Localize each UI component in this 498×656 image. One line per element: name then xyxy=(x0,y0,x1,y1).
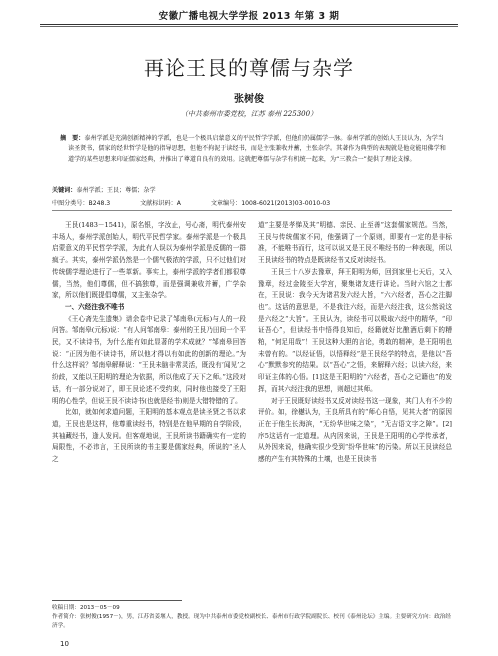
keywords-text: 泰州学派；王艮；尊儒；杂学 xyxy=(76,187,156,194)
keywords xyxy=(52,185,442,194)
section-heading: 一、六经注我不唯书 xyxy=(65,302,125,311)
header-rule xyxy=(40,24,458,25)
article-number: 文章编号：1008-6021(2013)03-0010-03 xyxy=(210,200,331,207)
page-number: 10 xyxy=(60,640,69,648)
body-paragraph: 道”主要是孝悌及其“明德、亲民、止至善”这套儒家规范。当然，王艮与传统儒家不同，他强调了一个原则，即要有一定的是非标准，不能唯书而行，这可以说又是王艮不唯经书的一种表现，所以王艮读经书的特点是既读经书又反对读经书。 xyxy=(258,221,452,265)
footnote xyxy=(52,604,452,631)
abstract xyxy=(60,134,446,165)
article-metadata xyxy=(52,198,452,207)
body-paragraph: 比如，就如何求道问题，王阳明的基本观点是读圣贤之书以求道，王艮也是这样，他尊重读经书，特别是在他早期的自学阶段，其袖藏经书，逢人发问。但客观地说，王艮所读书籍确实有一定的局限性，不必讳言，王艮所读的书主要是儒家经典，所说的“圣人之 xyxy=(52,408,246,464)
received-date: 收稿日期：2013－05－09 xyxy=(52,605,120,611)
right-column xyxy=(258,220,452,466)
left-column xyxy=(52,220,246,466)
clc-number: 中图分类号：B248.3 xyxy=(52,200,111,207)
keywords-label: 关键词： xyxy=(52,187,77,194)
abstract-text: 泰州学派是充满创新精神的学派，也是一个极具启蒙意义的平民哲学学派，但他们仍属儒学一脉。泰州学派的创始人王艮认为，为学当读圣贤书，儒家的经世哲学是他的指导思想，但他不拘泥于读经书，而是主张兼收并蓄，主张杂学。其著作为典型的表现就是他竟能用佛学和道学的某些思想来印证儒家经典，并推出了尊道自良有的效用。这就把尊儒与杂学有机统一起来，为“三教合一”提供了理论支撑。 xyxy=(68,135,446,163)
article-title: 再论王艮的尊儒与杂学 xyxy=(144,56,354,80)
author-affiliation: （中共泰州市委党校，江苏 泰州 225300） xyxy=(180,110,318,118)
author-name: 张树俊 xyxy=(234,94,264,105)
author-bio: 作者简介：张树俊(1957－)，男，江苏省姜堰人，教授。现为中共泰州市委党校副校长、泰州市行政学院副院长、校刊《泰州论坛》主编。主要研究方向：政治经济学。 xyxy=(52,614,451,629)
body-paragraph: 《王心斋先生遗集》谱余卷中记录了邹南皋(元标)与人的一段问答。邹南皋(元标)说：“有人问邹南皋：泰州的王艮乃田间一个平民，又不读诗书，为什么能有如此显著的学术成就？”邹南皋回答说：“正因为他不读诗书，所以他才得以有如此的创新的理论。”为什么这样说？邹南皋解释说：“王艮未脑非常灵活，既没有‘闻见’之纷歧，又能以王阳明的理论为依据，所以他成了天下之师。”这段对话，有一部分说对了，即王艮论述不受约束，同时他也接受了王阳明的心性学，但说王艮不读诗书(也就是经书)则是大错特错的了。 xyxy=(52,314,246,405)
body-rule xyxy=(52,210,452,211)
body-paragraph: 对于王艮既好读经书又反对读经书这一现象，其门人有不少的评价。如，徐樾认为，王良所具有的“师心自悟，见其大者”的原因正在于他生长海滨，“无纷华世味之染”，“无吉语文字之障”。[2]序5这话有一定道理。从内因来说，王艮是王阳明的心学传承者，从外因来说，他确实很少受到“纷华世味”的污染。所以王艮读经总感的产生有其特殊的土壤，也是王艮读书 xyxy=(258,396,452,464)
body-paragraph: 王艮(1483－1541)，原名银，字汝止，号心斋，明代泰州安丰场人，泰州学派创始人，明代平民哲学家。泰州学派是一个极具启蒙意义的平民哲学学派，为此有人误以为泰州学派是反儒的一群疯子。其实，泰州学派仍然是一个儒气极浓的学派，只不过他们对传统儒学理论进行了一些革新。事实上，泰州学派的学者们都很尊儒，当然，他们尊儒，但不搞独尊，而是强调兼收并蓄，广学杂家，所以他们既提倡尊儒，又主张杂学。 xyxy=(52,221,246,300)
footnote-rule xyxy=(52,600,182,601)
abstract-label: 摘 要： xyxy=(60,135,85,142)
body-paragraph: 王艮三十八岁去豫章，拜王阳明为师，回到家里七天后，又入豫章，经过金陵至大学宫，聚集诸友进行讲论。当时六馆之士都在，王艮说：我今天为诸君发六经大旨，“六六经者，吾心之注脚也”。这话的意思是，不是我注六经，而是六经注我，这公然说这是六经之“大旨”。王艮认为，读经书可以吸取六经中的精华，“印证吾心”，但读经书中悟得良知后，经籍就好比酿酒后剩下的糟粕，“何足用哉”！王艮这种大胆的言论，勇敢的精神，是王阳明也未曾有的。“以经证悟，以悟释经”是王艮经学的特点，是他以“吾心”默默参究的结果。以“吾心”之悟，来解释六经；以读六经，来印证主体的心悟。[1]这是王阳明的“六经者，吾心之记籍也”的发挥，而其六经注我的思想，则超过其师。 xyxy=(258,267,452,393)
header-rule-thin xyxy=(40,26,458,27)
document-code: 文献标识码：A xyxy=(140,200,181,207)
journal-header: 安徽广播电视大学学报 2013 年第 3 期 xyxy=(158,11,340,22)
